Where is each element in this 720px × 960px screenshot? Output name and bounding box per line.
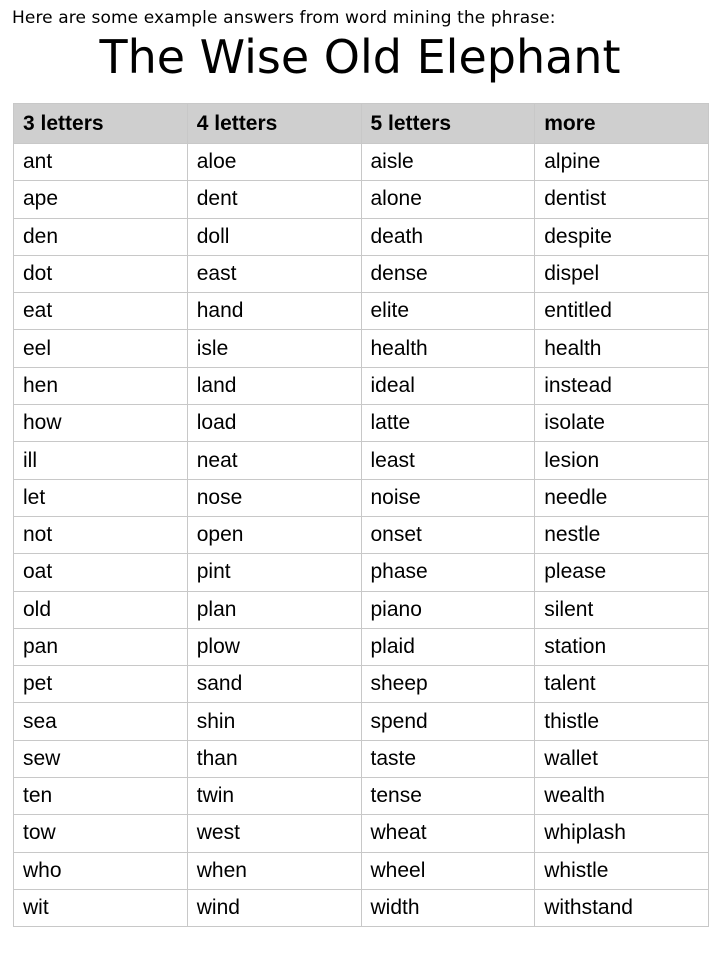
- word-4-letters: twin: [187, 778, 361, 815]
- table-row: [14, 255, 709, 292]
- word-5-letters: sheep: [361, 666, 535, 703]
- word-4-letters: east: [187, 255, 361, 292]
- word-more: health: [535, 330, 709, 367]
- word-4-letters: neat: [187, 442, 361, 479]
- intro-text: Here are some example answers from word mining the phrase:: [12, 8, 556, 28]
- table-row: [14, 330, 709, 367]
- word-5-letters: spend: [361, 703, 535, 740]
- word-4-letters: plan: [187, 591, 361, 628]
- word-4-letters: nose: [187, 479, 361, 516]
- word-5-letters: piano: [361, 591, 535, 628]
- word-3-letters: ten: [14, 778, 188, 815]
- word-3-letters: ill: [14, 442, 188, 479]
- word-4-letters: west: [187, 815, 361, 852]
- word-5-letters: dense: [361, 255, 535, 292]
- table-row: [14, 815, 709, 852]
- word-4-letters: shin: [187, 703, 361, 740]
- word-5-letters: death: [361, 218, 535, 255]
- word-3-letters: pan: [14, 628, 188, 665]
- word-table: [13, 103, 709, 927]
- column-header-more: more: [535, 104, 709, 144]
- word-more: please: [535, 554, 709, 591]
- word-3-letters: eat: [14, 293, 188, 330]
- word-5-letters: onset: [361, 516, 535, 553]
- word-3-letters: pet: [14, 666, 188, 703]
- word-4-letters: than: [187, 740, 361, 777]
- table-row: [14, 218, 709, 255]
- word-more: silent: [535, 591, 709, 628]
- column-header-4-letters: 4 letters: [187, 104, 361, 144]
- table-row: [14, 852, 709, 889]
- word-5-letters: tense: [361, 778, 535, 815]
- word-more: wallet: [535, 740, 709, 777]
- word-4-letters: doll: [187, 218, 361, 255]
- word-more: needle: [535, 479, 709, 516]
- word-more: nestle: [535, 516, 709, 553]
- table-row: [14, 889, 709, 926]
- word-3-letters: dot: [14, 255, 188, 292]
- word-more: withstand: [535, 889, 709, 926]
- word-more: dispel: [535, 255, 709, 292]
- word-more: isolate: [535, 405, 709, 442]
- word-4-letters: plow: [187, 628, 361, 665]
- word-4-letters: wind: [187, 889, 361, 926]
- word-more: despite: [535, 218, 709, 255]
- word-more: lesion: [535, 442, 709, 479]
- word-3-letters: tow: [14, 815, 188, 852]
- word-more: alpine: [535, 144, 709, 181]
- table-row: [14, 293, 709, 330]
- word-3-letters: hen: [14, 367, 188, 404]
- column-header-3-letters: 3 letters: [14, 104, 188, 144]
- word-5-letters: wheel: [361, 852, 535, 889]
- table-row: [14, 516, 709, 553]
- word-3-letters: old: [14, 591, 188, 628]
- table-row: [14, 442, 709, 479]
- page-title: The Wise Old Elephant: [99, 30, 621, 84]
- word-3-letters: sew: [14, 740, 188, 777]
- word-more: whistle: [535, 852, 709, 889]
- table-row: [14, 591, 709, 628]
- word-3-letters: wit: [14, 889, 188, 926]
- word-3-letters: ant: [14, 144, 188, 181]
- word-3-letters: ape: [14, 181, 188, 218]
- header-row: [14, 104, 709, 144]
- word-5-letters: health: [361, 330, 535, 367]
- table-row: [14, 666, 709, 703]
- word-4-letters: sand: [187, 666, 361, 703]
- table-row: [14, 144, 709, 181]
- word-more: whiplash: [535, 815, 709, 852]
- word-4-letters: isle: [187, 330, 361, 367]
- word-5-letters: latte: [361, 405, 535, 442]
- word-more: talent: [535, 666, 709, 703]
- word-5-letters: wheat: [361, 815, 535, 852]
- table-row: [14, 740, 709, 777]
- word-4-letters: load: [187, 405, 361, 442]
- word-4-letters: open: [187, 516, 361, 553]
- table-row: [14, 479, 709, 516]
- word-3-letters: eel: [14, 330, 188, 367]
- word-3-letters: den: [14, 218, 188, 255]
- table-row: [14, 703, 709, 740]
- table-row: [14, 181, 709, 218]
- word-5-letters: aisle: [361, 144, 535, 181]
- word-4-letters: when: [187, 852, 361, 889]
- word-more: dentist: [535, 181, 709, 218]
- table-row: [14, 367, 709, 404]
- word-more: thistle: [535, 703, 709, 740]
- word-more: wealth: [535, 778, 709, 815]
- word-more: station: [535, 628, 709, 665]
- word-more: entitled: [535, 293, 709, 330]
- word-4-letters: hand: [187, 293, 361, 330]
- word-4-letters: dent: [187, 181, 361, 218]
- word-3-letters: how: [14, 405, 188, 442]
- word-more: instead: [535, 367, 709, 404]
- word-5-letters: elite: [361, 293, 535, 330]
- word-3-letters: who: [14, 852, 188, 889]
- word-5-letters: least: [361, 442, 535, 479]
- word-5-letters: noise: [361, 479, 535, 516]
- word-4-letters: aloe: [187, 144, 361, 181]
- word-5-letters: ideal: [361, 367, 535, 404]
- word-5-letters: plaid: [361, 628, 535, 665]
- word-rows: [14, 144, 709, 927]
- word-4-letters: land: [187, 367, 361, 404]
- word-5-letters: phase: [361, 554, 535, 591]
- table-row: [14, 778, 709, 815]
- word-3-letters: oat: [14, 554, 188, 591]
- table-row: [14, 554, 709, 591]
- word-4-letters: pint: [187, 554, 361, 591]
- word-5-letters: taste: [361, 740, 535, 777]
- word-3-letters: sea: [14, 703, 188, 740]
- table-row: [14, 405, 709, 442]
- word-5-letters: width: [361, 889, 535, 926]
- word-5-letters: alone: [361, 181, 535, 218]
- word-3-letters: let: [14, 479, 188, 516]
- column-header-5-letters: 5 letters: [361, 104, 535, 144]
- table-row: [14, 628, 709, 665]
- word-3-letters: not: [14, 516, 188, 553]
